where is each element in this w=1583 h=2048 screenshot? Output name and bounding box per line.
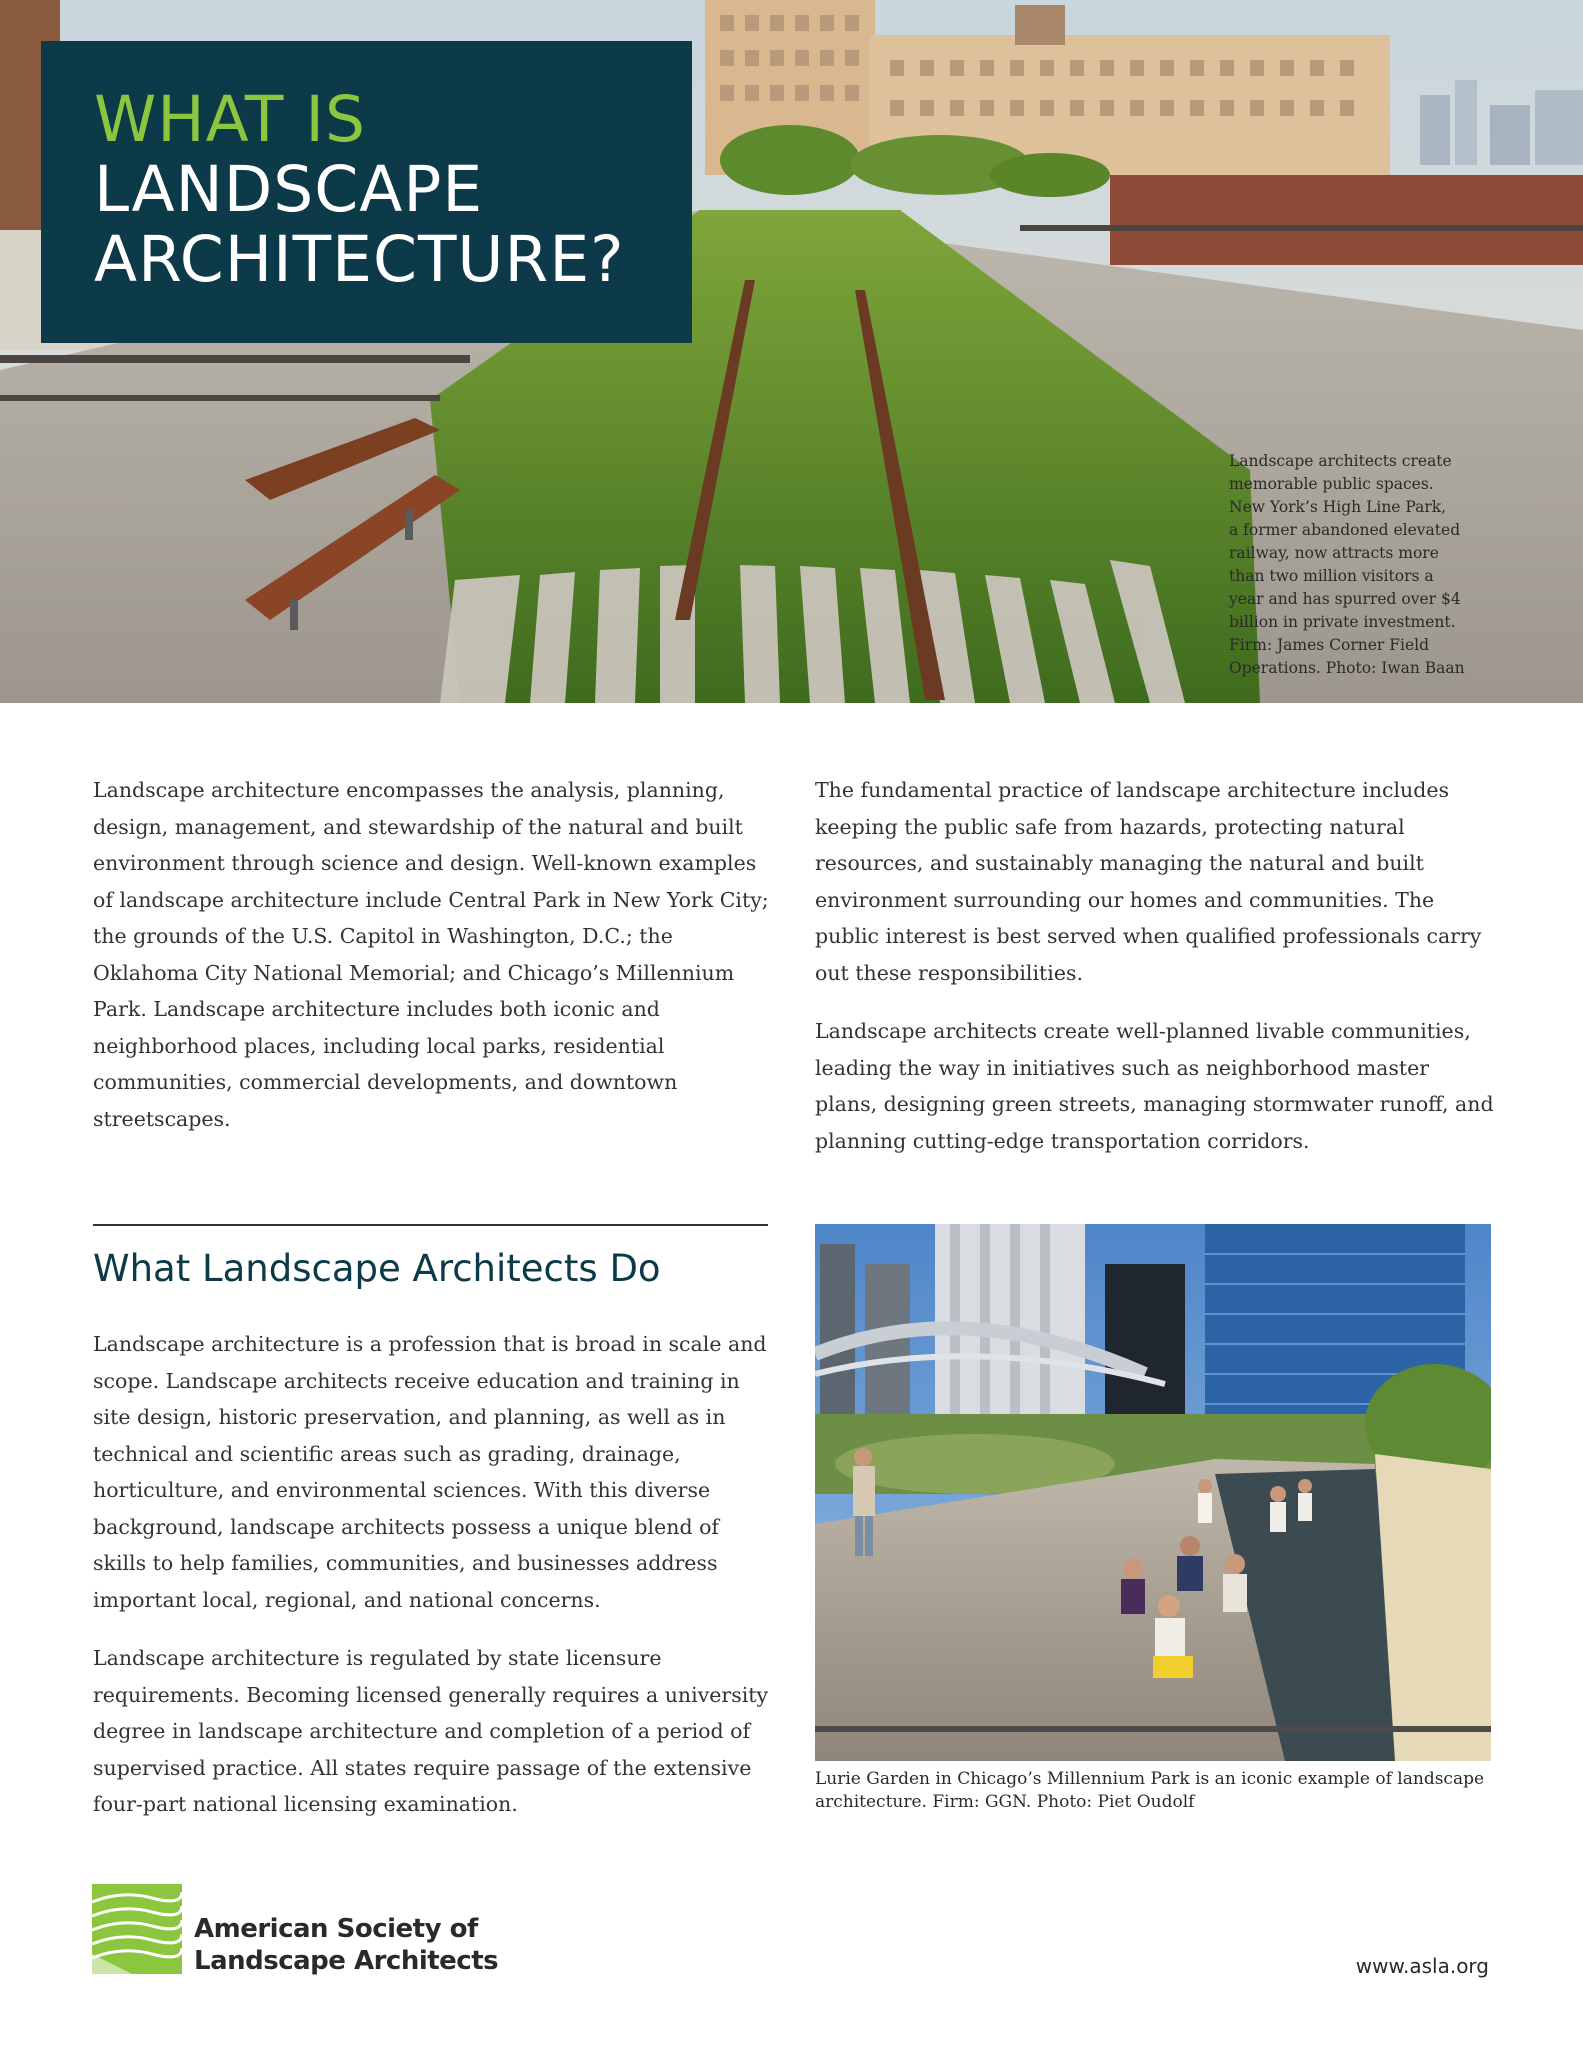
caption-line: architecture. Firm: GGN. Photo: Piet Oudolf — [815, 1792, 1195, 1812]
intro-paragraph: Landscape architecture encompasses the analysis, planning, design, management, and stewardship of the natural and built environment through science and design. Well-known examples of landscape architecture include Central Park in New York City; the grounds of the U.S. Capitol in Washington, D.C.; the Oklahoma City National Memorial; and Chicago’s Millennium Park. Landscape architecture includes both iconic and neighborhood places, including local parks, residential communities, commercial developments, and downtown streetscapes. — [93, 778, 769, 1131]
caption-line: memorable public spaces. — [1229, 475, 1434, 493]
caption-line: Lurie Garden in Chicago’s Millennium Park is an iconic example of landscape — [815, 1769, 1485, 1789]
intro-right-column — [815, 772, 1495, 1181]
title-box — [41, 41, 692, 343]
asla-logo-icon — [92, 1884, 182, 1974]
caption-line: Landscape architects create — [1229, 452, 1452, 470]
caption-line: railway, now attracts more — [1229, 544, 1439, 562]
title-line-1: WHAT IS — [94, 83, 366, 156]
lurie-garden-caption — [815, 1768, 1505, 1814]
practice-paragraph: The fundamental practice of landscape architecture includes keeping the public safe from hazards, protecting natural resources, and sustainably managing the natural and built environment surrounding our homes and communities. The public interest is best served when qualified professionals carry out these responsibilities. — [815, 778, 1482, 985]
caption-line: than two million visitors a — [1229, 567, 1434, 585]
section-body — [93, 1326, 773, 1845]
title-line-3: ARCHITECTURE? — [94, 223, 625, 296]
caption-line: Operations. Photo: Iwan Baan — [1229, 659, 1465, 677]
section-divider — [93, 1224, 768, 1226]
intro-left-column — [93, 772, 773, 1159]
section-heading: What Landscape Architects Do — [93, 1247, 661, 1290]
organization-name — [194, 1913, 498, 1977]
hero-photo-caption — [1229, 450, 1489, 680]
caption-line: billion in private investment. — [1229, 613, 1456, 631]
profession-paragraph: Landscape architecture is a profession that is broad in scale and scope. Landscape architects receive education and training in site design, historic preservation, and planning, as well as in technical and scientific areas such as grading, drainage, horticulture, and environmental sciences. With this diverse background, landscape architects possess a unique blend of skills to help families, communities, and businesses address important local, regional, and national concerns. — [93, 1332, 767, 1612]
caption-line: year and has spurred over $4 — [1229, 590, 1461, 608]
title-line-2: LANDSCAPE — [94, 153, 484, 226]
lurie-garden-illustration — [815, 1224, 1491, 1761]
website-link[interactable]: www.asla.org — [1355, 1954, 1489, 1978]
org-name-line-1: American Society of — [194, 1914, 478, 1944]
org-name-line-2: Landscape Architects — [194, 1946, 499, 1976]
caption-line: New York’s High Line Park, — [1229, 498, 1447, 516]
lurie-garden-photo — [815, 1224, 1491, 1761]
caption-line: Firm: James Corner Field — [1229, 636, 1430, 654]
communities-paragraph: Landscape architects create well-planned livable communities, leading the way in initiatives such as neighborhood master plans, designing green streets, managing stormwater runoff, and planning cutting-edge transportation corridors. — [815, 1019, 1494, 1153]
caption-line: a former abandoned elevated — [1229, 521, 1461, 539]
licensure-paragraph: Landscape architecture is regulated by state licensure requirements. Becoming licensed generally requires a university degree in landscape architecture and completion of a period of supervised practice. All states require passage of the extensive four-part national licensing examination. — [93, 1646, 769, 1816]
